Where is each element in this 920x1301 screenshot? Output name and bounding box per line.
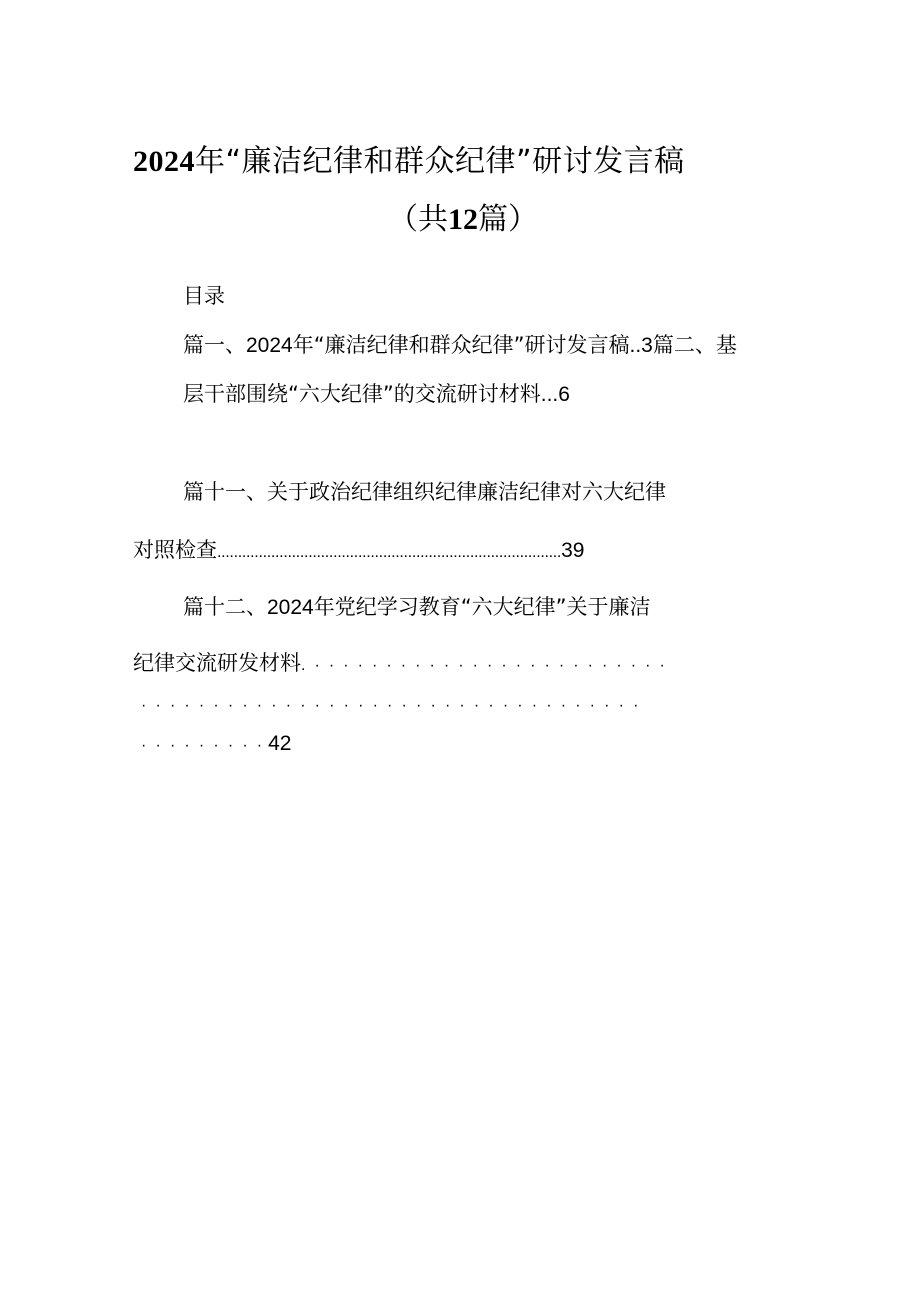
toc-entry-12-page-number: 42 (268, 732, 292, 755)
toc-entry-12-leader-dots-3: · · · · · · · · · (141, 737, 263, 754)
toc-entry-2-line2 (183, 379, 570, 410)
title-year: 2024 (133, 145, 195, 178)
toc-entry-1-prefix: 篇一、 (183, 333, 246, 357)
toc-entry-1-line1 (183, 330, 737, 361)
toc-entry-11-leader-dots: ................................................................................... (217, 544, 562, 561)
toc-entry-11-line2 (133, 535, 584, 568)
toc-entry-11-title: 对照检查 (133, 538, 217, 562)
toc-entry-2-title: 层干部围绕“六大纪律”的交流研讨材料 (183, 382, 541, 406)
toc-entry-12-line2 (133, 648, 665, 681)
toc-entry-12-title: 年党纪学习教育“六大纪律”关于廉洁 (313, 595, 651, 619)
toc-entry-1-page-number: 3 (641, 334, 653, 357)
toc-entry-12-line4 (141, 728, 291, 761)
toc-entry-1-leader-dots: .. (629, 334, 642, 357)
toc-entry-12-leader-dots-1: . · · · · · · · · · · · · · · · · · · · · · · · · · (301, 657, 665, 674)
toc-entry-12-year: 2024 (267, 596, 314, 619)
toc-entry-12-title-cont: 纪律交流研发材料 (133, 651, 301, 675)
toc-entry-1-year: 2024 (246, 334, 293, 357)
toc-entry-12-line3 (141, 688, 638, 721)
toc-entry-12-line1 (183, 592, 650, 623)
toc-heading: 目录 (183, 284, 225, 308)
toc-entry-12-prefix: 篇十二、 (183, 595, 267, 619)
title-count-close: 篇） (478, 202, 538, 237)
title-text: 年“廉洁纪律和群众纪律”研讨发言稿 (195, 144, 685, 179)
title-count-open: （共 (388, 202, 448, 237)
toc-entry-11-page-number: 39 (561, 539, 585, 562)
toc-entry-2-prefix: 篇二、基 (652, 333, 737, 357)
document-title-line2 (388, 198, 538, 242)
toc-entry-12-leader-dots-2: · · · · · · · · · · · · · · · · · · · · · · · · · · · · · · · · · · · (141, 697, 639, 714)
toc-entry-11-line1: 篇十一、关于政治纪律组织纪律廉洁纪律对六大纪律 (183, 480, 666, 504)
toc-entry-1-title: 年“廉洁纪律和群众纪律”研讨发言稿 (292, 333, 630, 357)
document-title-line1 (133, 140, 685, 184)
toc-entry-2-leader-dots: ... (540, 383, 559, 406)
toc-entry-2-page-number: 6 (558, 383, 570, 406)
title-count-number: 12 (448, 203, 478, 236)
